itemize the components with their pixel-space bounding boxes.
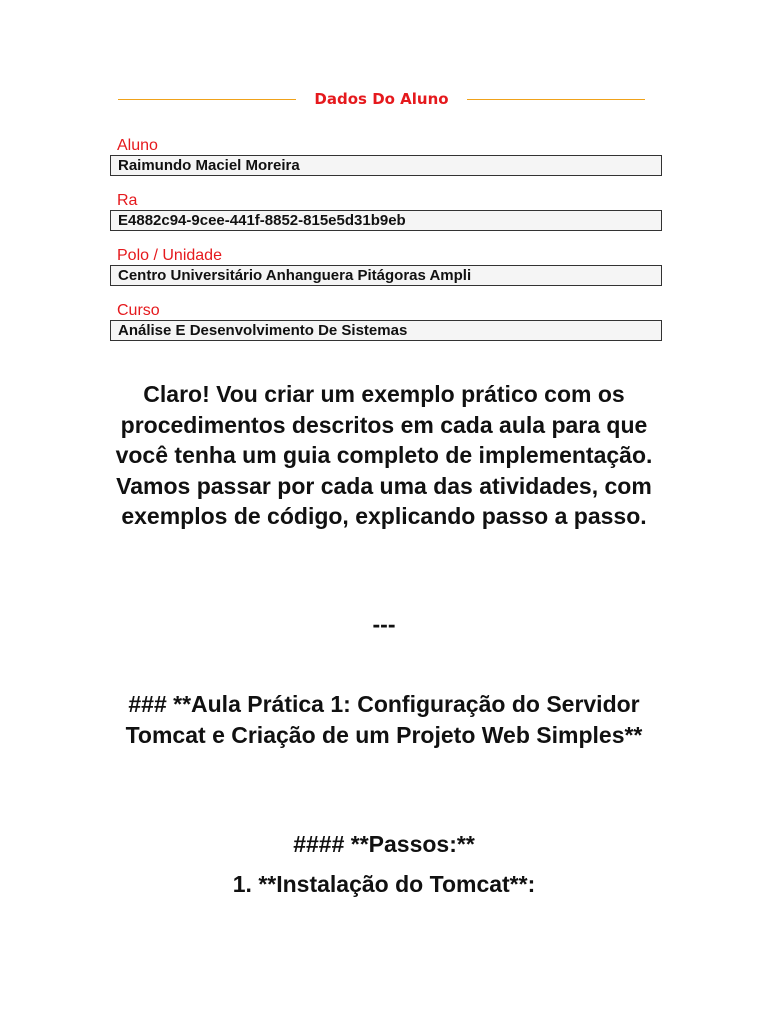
field-curso-value: Análise E Desenvolvimento De Sistemas — [110, 320, 662, 341]
header-title: Dados Do Aluno — [314, 90, 449, 108]
field-curso — [110, 301, 662, 341]
field-ra-value: E4882c94-9cee-441f-8852-815e5d31b9eb — [110, 210, 662, 231]
field-curso-label: Curso — [117, 302, 160, 319]
field-ra-label: Ra — [117, 192, 138, 209]
header-rule-right — [467, 99, 645, 100]
field-aluno — [110, 136, 662, 176]
field-aluno-value: Raimundo Maciel Moreira — [110, 155, 662, 176]
step-1-heading: 1. **Instalação do Tomcat**: — [232, 871, 536, 897]
field-polo — [110, 246, 662, 286]
field-ra — [110, 191, 662, 231]
intro-paragraph: Claro! Vou criar um exemplo prático com os procedimentos descritos em cada aula para que você tenha um guia completo de implementação. Vamos passar por cada uma das atividades, com exemplos de código, explicando passo a passo. — [115, 381, 653, 529]
field-polo-value: Centro Universitário Anhanguera Pitágoras Ampli — [110, 265, 662, 286]
field-polo-label: Polo / Unidade — [117, 247, 222, 264]
separator-line: --- — [372, 611, 396, 637]
lesson-heading: ### **Aula Prática 1: Configuração do Servidor Tomcat e Criação de um Projeto Web Simples** — [125, 691, 643, 748]
student-data-header — [118, 86, 645, 112]
field-aluno-label: Aluno — [117, 137, 158, 154]
header-rule-left — [118, 99, 296, 100]
steps-subheading: #### **Passos:** — [293, 831, 475, 857]
